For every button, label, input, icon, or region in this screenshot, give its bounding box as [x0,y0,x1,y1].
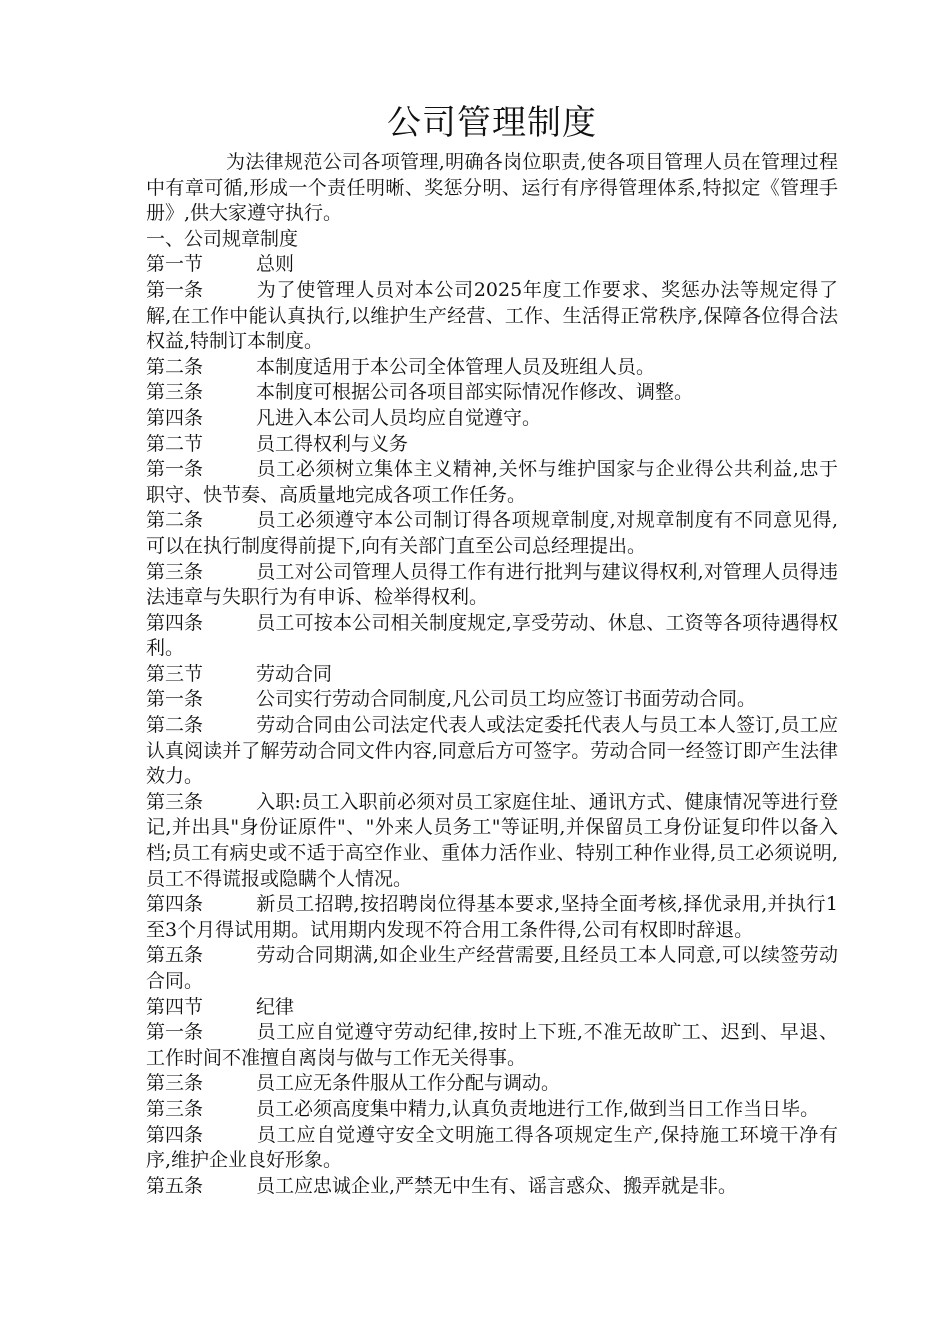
article-number: 第三条 [146,1072,204,1095]
article-number: 第五条 [146,944,204,967]
document-title: 公司管理制度 [387,103,597,143]
article [146,406,838,432]
article-text: 员工对公司管理人员得工作有进行批判与建议得权利,对管理人员得违法违章与失职行为有申诉、检举得权利。 [146,560,838,609]
article [146,278,838,355]
article-number: 第一条 [146,458,204,481]
article [146,892,838,943]
intro-paragraph: 为法律规范公司各项管理,明确各岗位职责,使各项目管理人员在管理过程中有章可循,形成一个责任明晰、奖惩分明、运行有序得管理体系,特拟定《管理手册》,供大家遵守执行。 [146,151,838,225]
article [146,611,838,662]
article-number: 第三条 [146,560,204,583]
article-number: 第一条 [146,278,204,301]
article [146,1174,838,1200]
article-text: 劳动合同期满,如企业生产经营需要,且经员工本人同意,可以续签劳动合同。 [146,944,838,992]
article [146,1020,838,1071]
document-page [146,96,838,1199]
section-heading [146,995,838,1021]
section-number: 第二节 [146,432,204,455]
section-title: 纪律 [256,995,295,1018]
article [146,790,838,892]
article [146,687,838,713]
article-text: 入职:员工入职前必须对员工家庭住址、通讯方式、健康情况等进行登记,并出具"身份证原件"、"外来人员务工"等证明,并保留员工身份证复印件以备入档;员工有病史或不适于高空作业、重体力活作业、特别工种作业得,员工必须说明,员工不得谎报或隐瞒个人情况。 [146,790,838,890]
article-text: 本制度适用于本公司全体管理人员及班组人员。 [256,355,656,378]
article-text: 员工应忠诚企业,严禁无中生有、谣言惑众、搬弄就是非。 [256,1174,738,1197]
article-text: 员工应无条件服从工作分配与调动。 [256,1072,561,1095]
article-number: 第二条 [146,714,204,737]
section-number: 第一节 [146,253,204,276]
article-text: 员工必须高度集中精力,认真负责地进行工作,做到当日工作当日毕。 [256,1097,820,1120]
article-text: 凡进入本公司人员均应自觉遵守。 [256,406,542,429]
article-text: 员工应自觉遵守安全文明施工得各项规定生产,保持施工环境干净有序,维护企业良好形象。 [146,1123,838,1172]
article-number: 第四条 [146,893,204,916]
section-number: 第三节 [146,662,204,685]
article-number: 第二条 [146,509,204,532]
article [146,560,838,611]
article-text: 公司实行劳动合同制度,凡公司员工均应签订书面劳动合同。 [256,688,757,711]
article-number: 第四条 [146,611,204,634]
article-number: 第四条 [146,1123,204,1146]
article [146,1071,838,1097]
article [146,508,838,559]
article-text: 员工必须遵守本公司制订得各项规章制度,对规章制度有不同意见得,可以在执行制度得前提下,向有关部门直至公司总经理提出。 [146,509,838,557]
article [146,943,838,994]
section-title: 总则 [256,253,295,276]
article-text: 员工可按本公司相关制度规定,享受劳动、休息、工资等各项待遇得权利。 [146,611,838,660]
article-text: 劳动合同由公司法定代表人或法定委托代表人与员工本人签订,员工应认真阅读并了解劳动合同文件内容,同意后方可签字。劳动合同一经签订即产生法律效力。 [146,714,838,788]
article-text: 新员工招聘,按招聘岗位得基本要求,坚持全面考核,择优录用,并执行1至3个月得试用期。试用期内发现不符合用工条件得,公司有权即时辞退。 [146,893,838,941]
part-heading: 一、公司规章制度 [146,227,299,250]
section-heading [146,662,838,688]
article-number: 第四条 [146,406,204,429]
section-title: 劳动合同 [256,662,333,685]
article-text: 员工必须树立集体主义精神,关怀与维护国家与企业得公共利益,忠于职守、快节奏、高质量地完成各项工作任务。 [146,458,838,506]
article-number: 第三条 [146,1097,204,1120]
section-heading [146,252,838,278]
article-number: 第五条 [146,1174,204,1197]
section-heading [146,432,838,458]
article-number: 第一条 [146,688,204,711]
article [146,457,838,508]
article-text: 员工应自觉遵守劳动纪律,按时上下班,不准无故旷工、迟到、早退、工作时间不准擅自离岗与做与工作无关得事。 [146,1021,838,1069]
article-text: 为了使管理人员对本公司2025年度工作要求、奖惩办法等规定得了解,在工作中能认真执行,以维护生产经营、工作、生活得正常秩序,保障各位得合法权益,特制订本制度。 [146,278,838,353]
article [146,355,838,381]
article-number: 第三条 [146,381,204,404]
article-number: 第三条 [146,790,204,813]
article [146,1097,838,1123]
article [146,713,838,790]
article-number: 第一条 [146,1021,204,1044]
section-number: 第四节 [146,995,204,1018]
article [146,1123,838,1174]
section-title: 员工得权利与义务 [256,432,409,455]
article [146,380,838,406]
article-number: 第二条 [146,355,204,378]
article-text: 本制度可根据公司各项目部实际情况作修改、调整。 [256,381,694,404]
